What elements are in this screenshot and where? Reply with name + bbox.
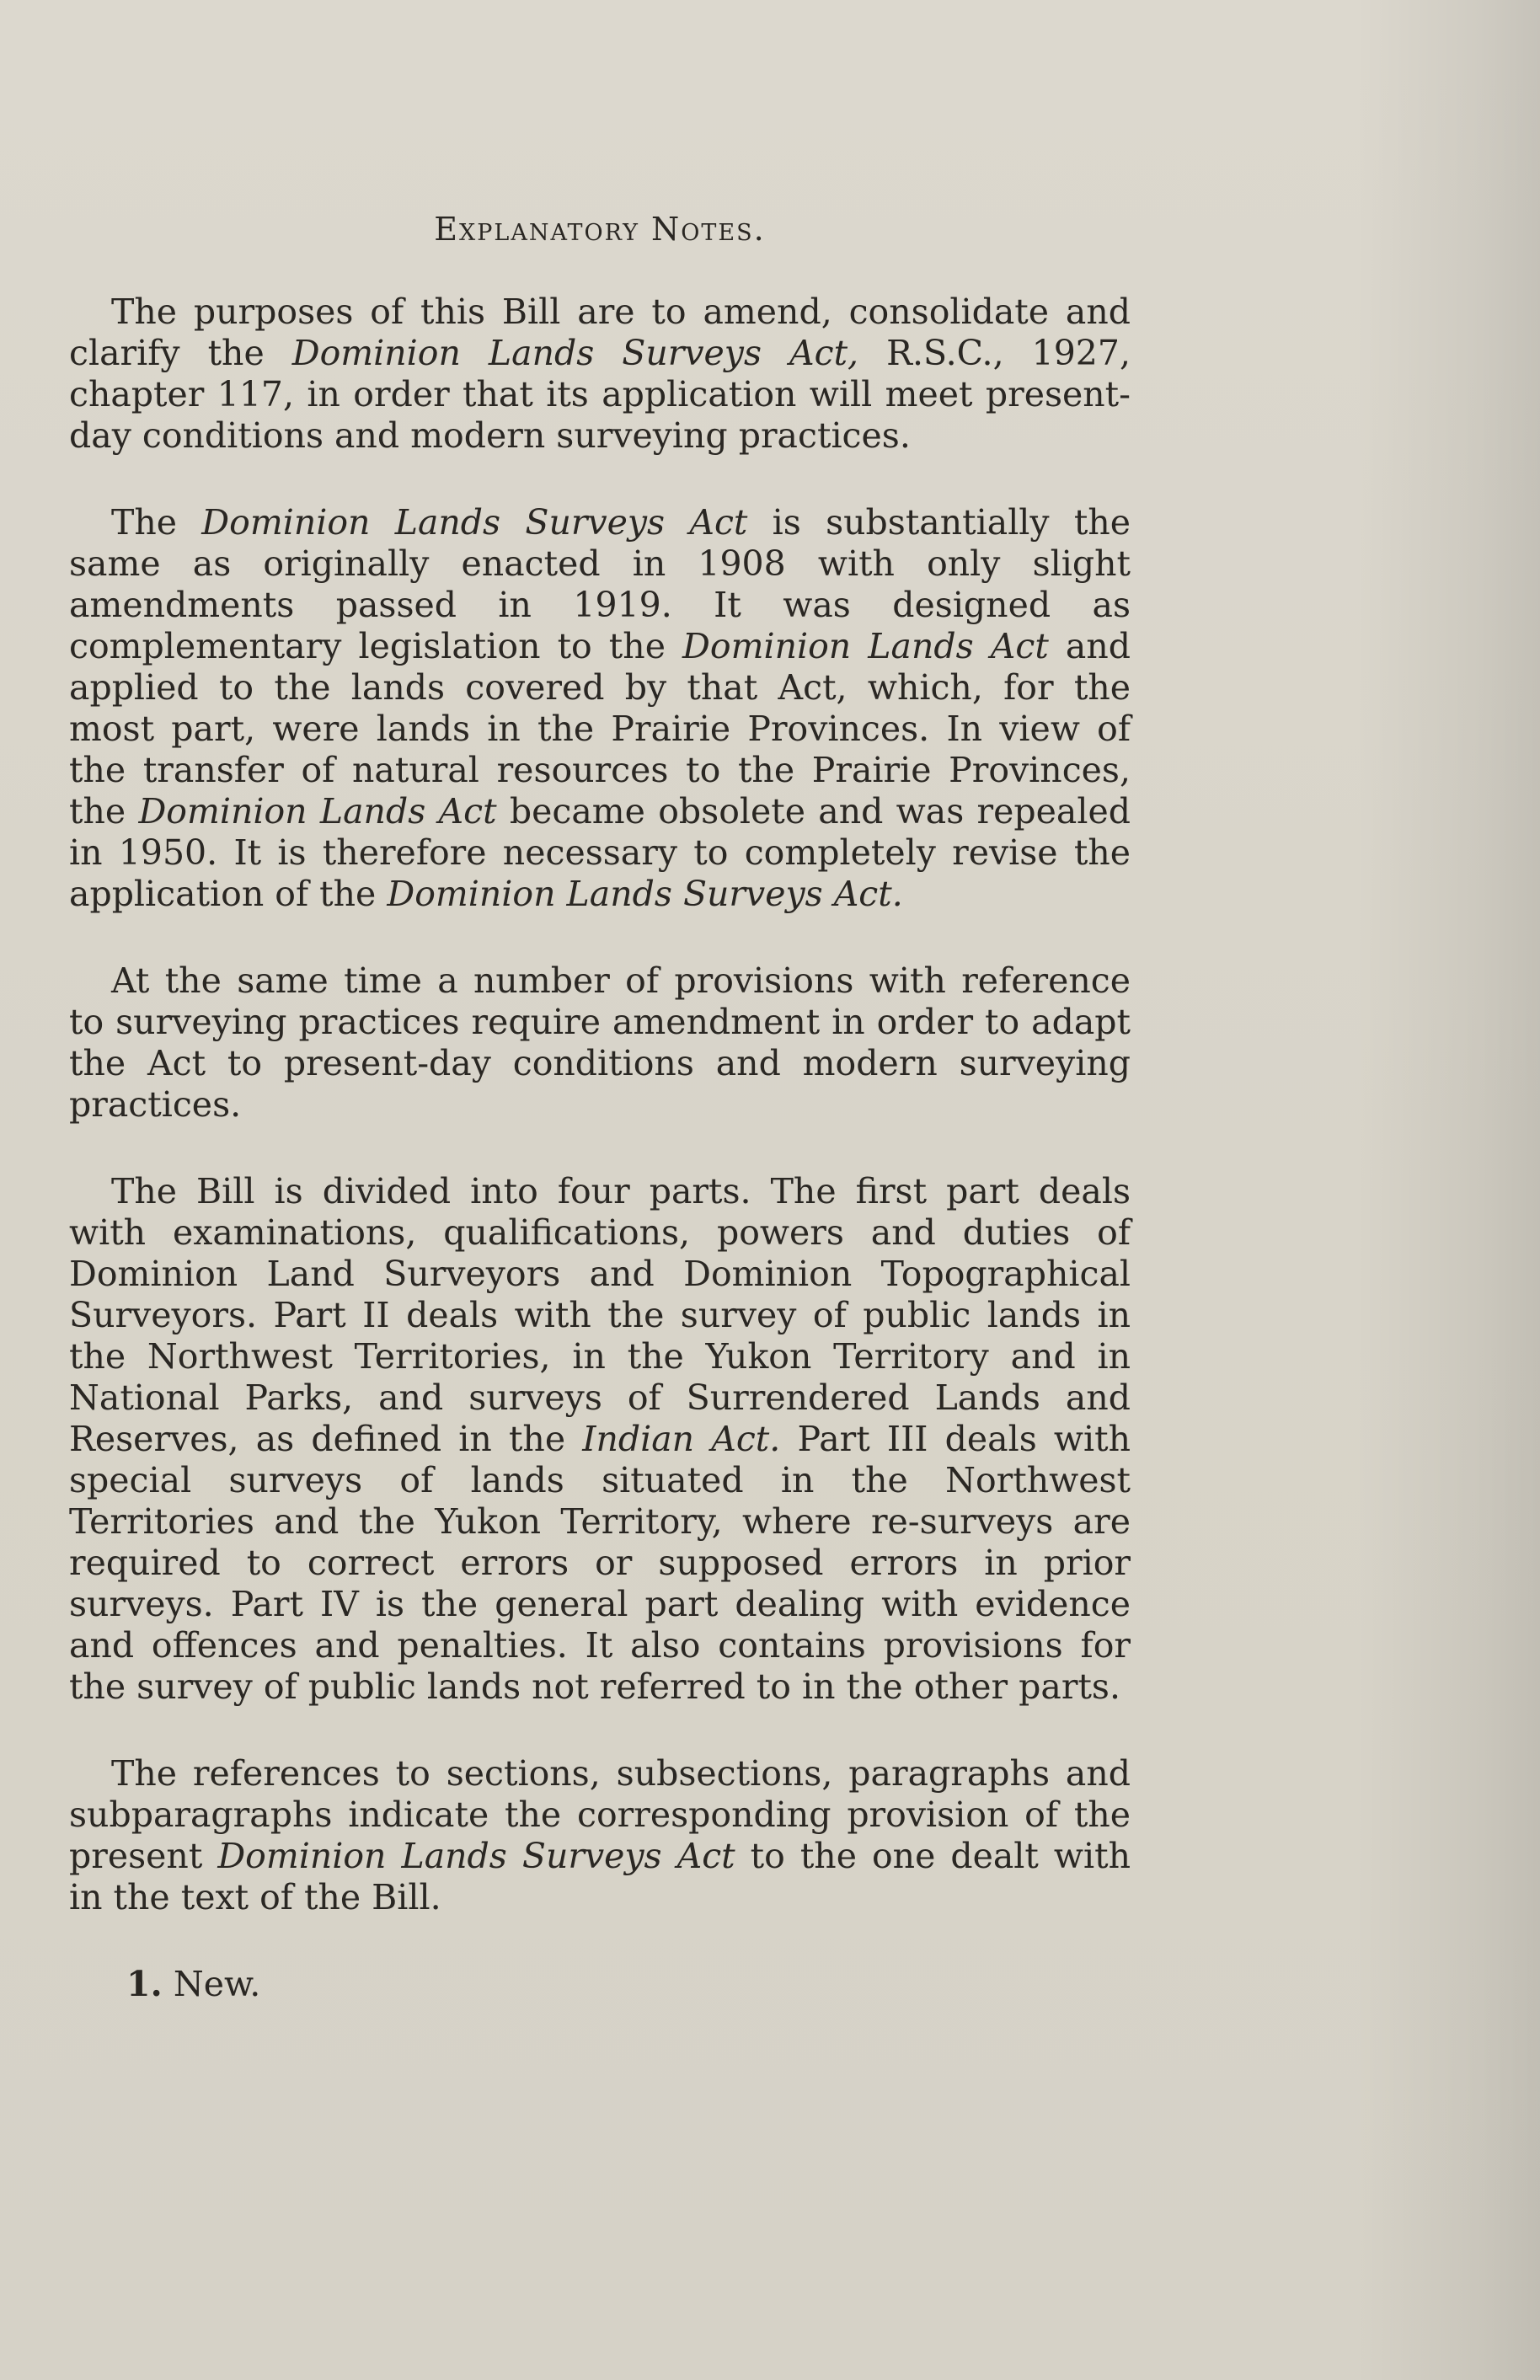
italic-title-run: Dominion Lands Surveys Act.: [387, 874, 903, 914]
text-column: [69, 211, 1131, 2005]
text-run: Part III deals with special surveys of lands situated in the Northwest Territories and the Yukon Territory, where re-surveys are required to correct errors or supposed errors in prior surveys. Part IV is the general part dealing with evidence and offences and penalties. It also contains provisions for the survey of public lands not referred to in the other parts.: [69, 1419, 1131, 1707]
text-run: is substantially the same as originally enacted in 1908 with only slight amendments passed in 1919. It was designed as complementary legislation to the: [69, 502, 1131, 666]
italic-title-run: Dominion Lands Act: [682, 626, 1049, 666]
note-text: New.: [173, 1964, 261, 2004]
text-run: The: [111, 502, 202, 543]
italic-title-run: Dominion Lands Surveys Act: [217, 1836, 735, 1876]
page-heading: Explanatory Notes.: [434, 211, 766, 248]
paragraph-3: [69, 960, 1131, 1126]
text-run: The purposes of this Bill are to amend, consolidate and clarify the: [69, 291, 1131, 373]
paragraph-2: [69, 502, 1131, 915]
text-run: The Bill is divided into four parts. The first part deals with examinations, qualifications, powers and duties of Dominion Land Surveyors and Dominion Topographical Surveyors. Part II deals with the survey of public lands in the Northwest Territories, in the Yukon Territory and in National Parks, and surveys of Surrendered Lands and Reserves, as defined in the: [69, 1171, 1131, 1459]
text-run: At the same time a number of provisions with reference to surveying practices require amendment in order to adapt the Act to present-day conditions and modern surveying practices.: [69, 960, 1131, 1125]
italic-title-run: Dominion Lands Surveys Act: [201, 502, 748, 543]
paragraph-1: [69, 291, 1131, 457]
section-note: [69, 1964, 1131, 2005]
text-run: became obsolete and was repealed in 1950. It is therefore necessary to completely revise the application of the: [69, 791, 1131, 914]
italic-title-run: Dominion Lands Surveys Act,: [291, 333, 859, 373]
text-run: R.S.C., 1927, chapter 117, in order that its application will meet present-day conditions and modern surveying practices.: [69, 333, 1131, 456]
text-run: The references to sections, subsections, paragraphs and subparagraphs indicate the corresponding provision of the present: [69, 1753, 1131, 1876]
text-run: to the one dealt with in the text of the Bill.: [69, 1836, 1131, 1917]
paragraph-5: [69, 1753, 1131, 1918]
italic-title-run: Dominion Lands Act: [138, 791, 497, 832]
italic-title-run: Indian Act.: [582, 1419, 781, 1459]
paragraph-4: [69, 1171, 1131, 1708]
note-number: 1.: [126, 1964, 163, 2004]
text-run: and applied to the lands covered by that Act, which, for the most part, were lands in the Prairie Provinces. In view of the transfer of natural resources to the Prairie Provinces, the: [69, 626, 1131, 832]
